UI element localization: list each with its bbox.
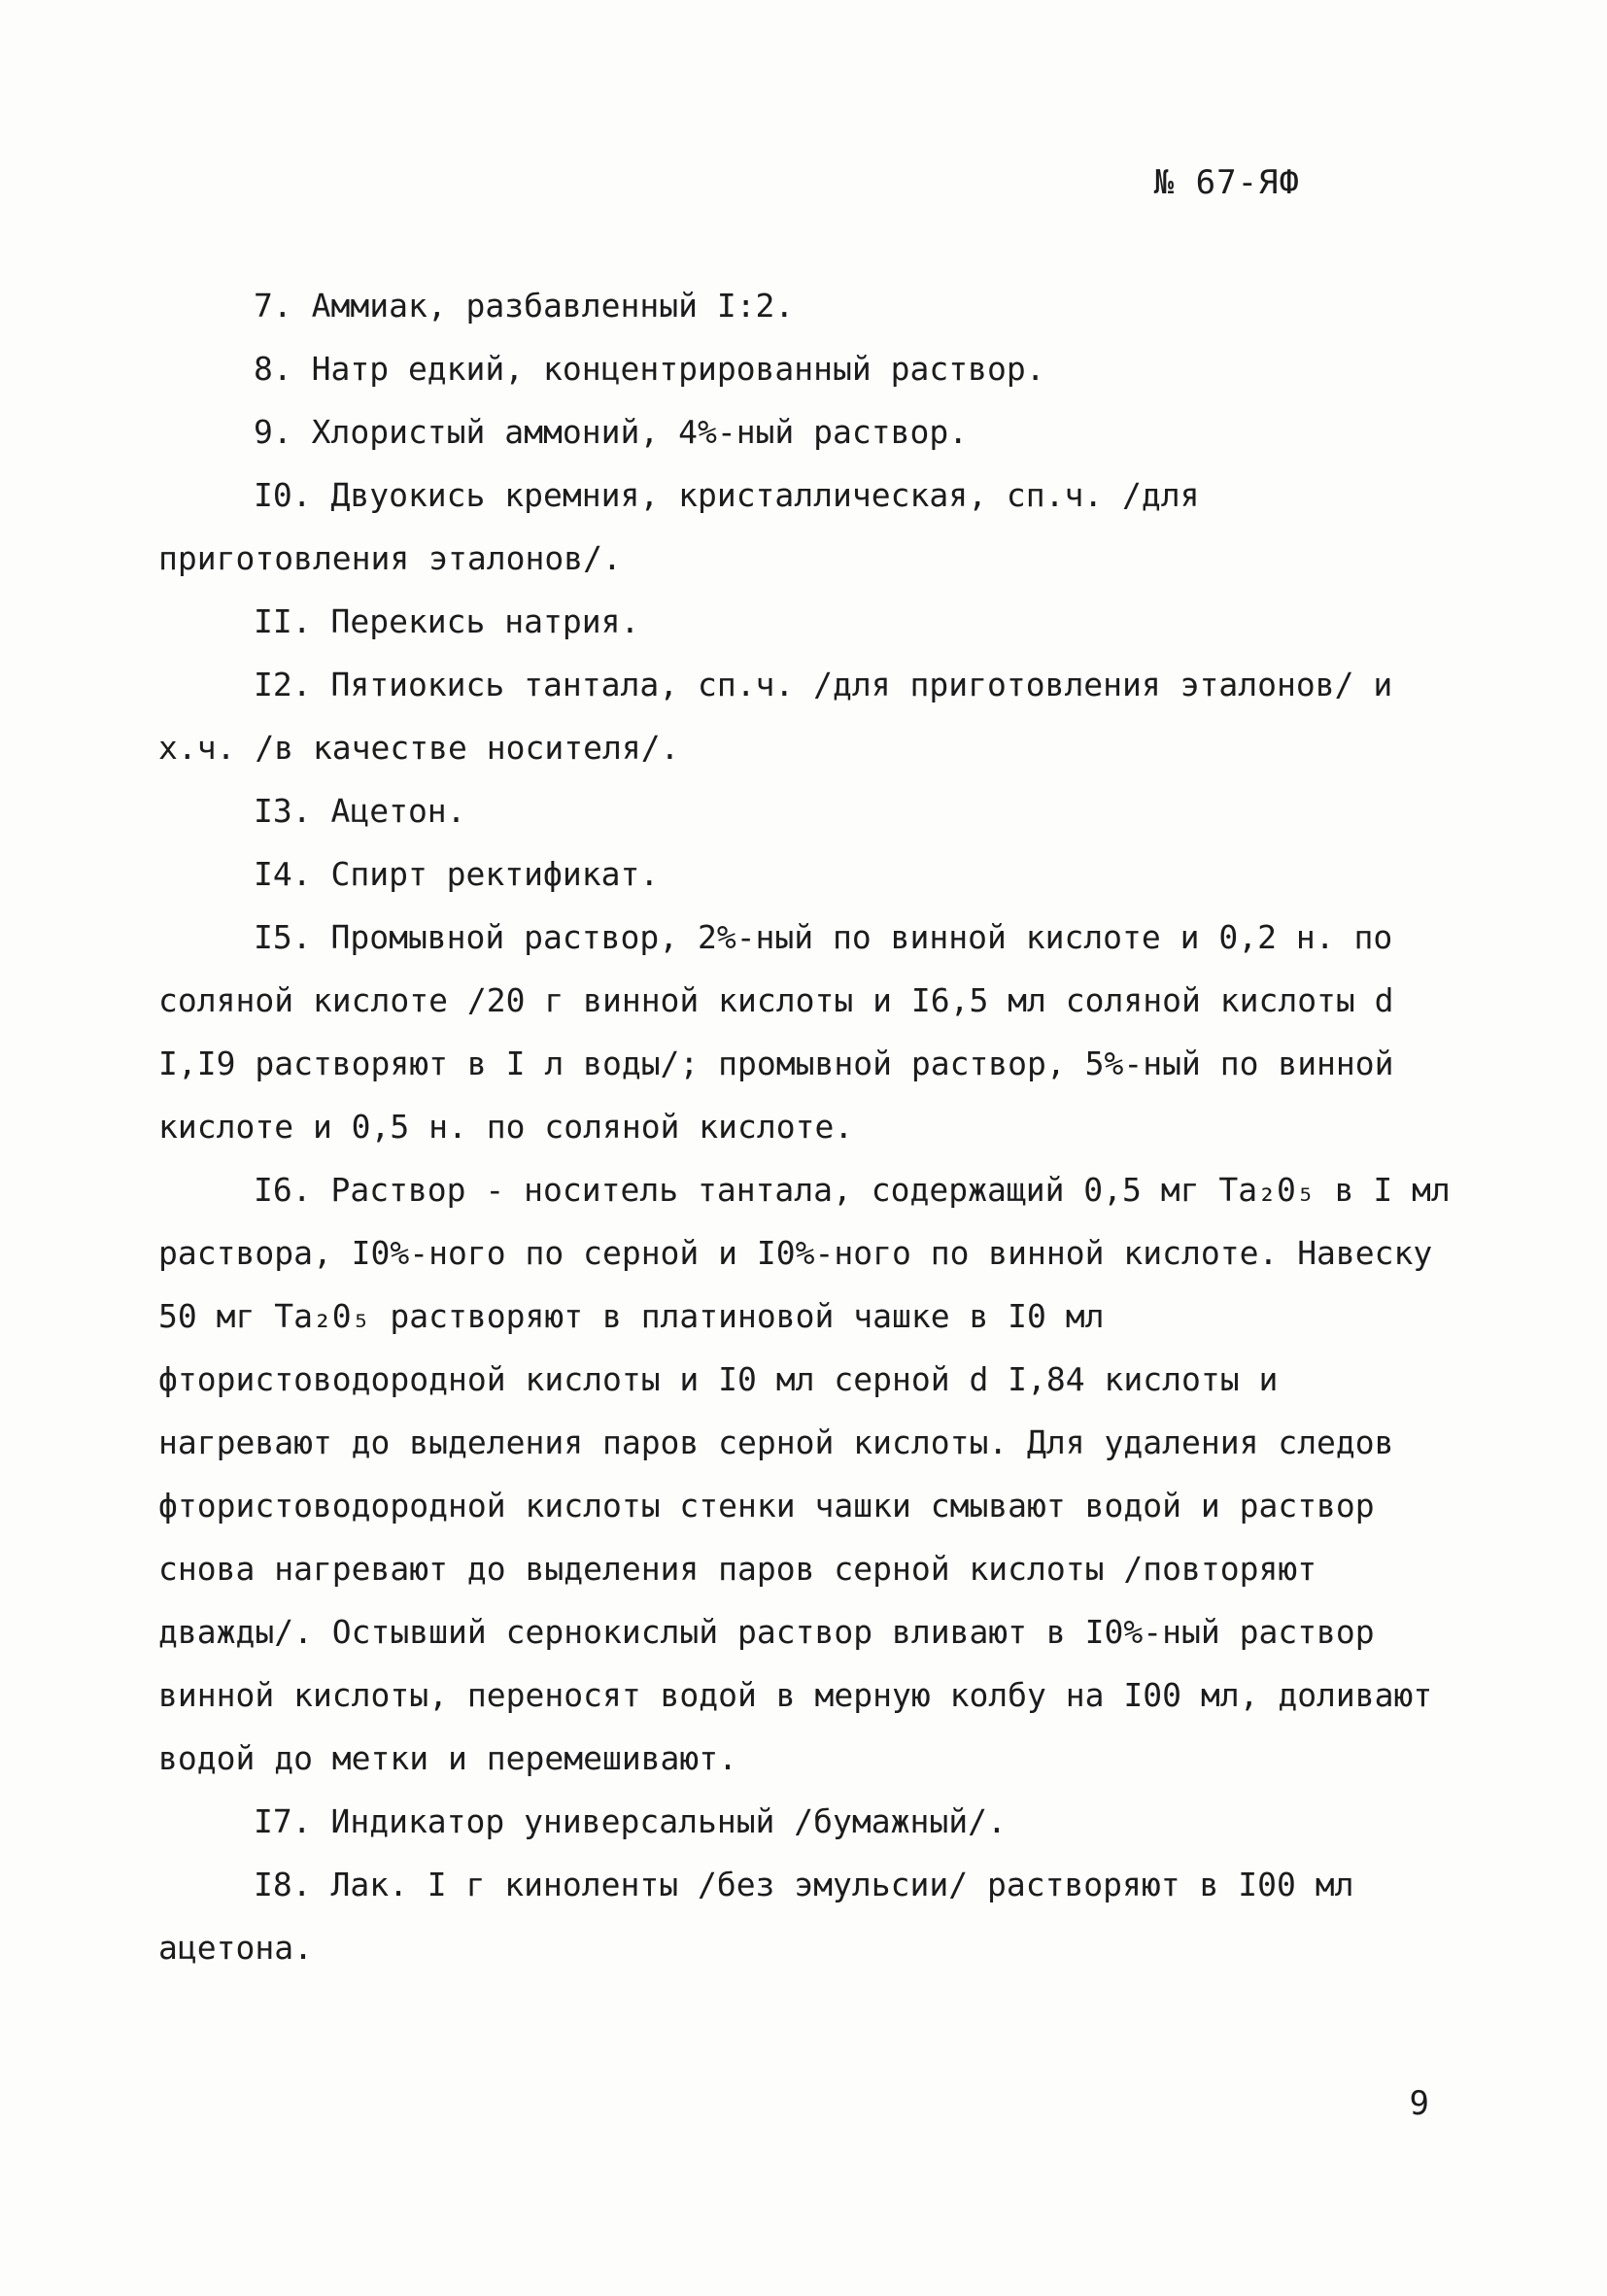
list-item: I0. Двуокись кремния, кристаллическая, сп.ч. /для приготовления эталонов/.: [158, 476, 1219, 577]
list-item: 8. Натр едкий, концентрированный раствор.: [254, 350, 1045, 388]
list-item: I8. Лак. I г киноленты /без эмульсии/ растворяют в I00 мл ацетона.: [158, 1866, 1374, 1967]
list-item: I6. Раствор - носитель тантала, содержащий 0,5 мг Ta₂0₅ в I мл раствора, I0%-ного по серной и I0%-ного по винной кислоте. Навеску 50 мг Ta₂0₅ растворяют в платиновой чашке в I0 мл фтористоводородной кислоты и I0 мл серной d I,84 кислоты и нагревают до выделения паров серной кислоты. Для удаления следов фтористоводородной кислоты стенки чашки смывают водой и раствор снова нагревают до выделения паров серной кислоты /повторяют дважды/. Остывший сернокислый раствор вливают в I0%-ный раствор винной кислоты, переносят водой в мерную колбу на I00 мл, доливают водой до метки и перемешивают.: [158, 1171, 1470, 1777]
page-number: 9: [1409, 2084, 1429, 2123]
document-number: № 67-ЯФ: [1153, 163, 1300, 202]
list-item: II. Перекись натрия.: [254, 602, 640, 640]
list-item: I3. Ацетон.: [254, 792, 466, 830]
list-item: I4. Спирт ректификат.: [254, 855, 660, 893]
list-item: I7. Индикатор универсальный /бумажный/.: [254, 1802, 1007, 1840]
list-item: I2. Пятиокись тантала, сп.ч. /для приготовления эталонов/ и х.ч. /в качестве носителя/.: [158, 666, 1413, 767]
list-item: I5. Промывной раствор, 2%-ный по винной кислоте и 0,2 н. по соляной кислоте /20 г винной кислоты и I6,5 мл соляной кислоты d I,I9 растворяют в I л воды/; промывной раствор, 5%-ный по винной кислоте и 0,5 н. по соляной кислоте.: [158, 918, 1414, 1146]
reagent-list: [158, 274, 1470, 1979]
list-item: 7. Аммиак, разбавленный I:2.: [254, 287, 795, 325]
list-item: 9. Хлористый аммоний, 4%-ный раствор.: [254, 413, 969, 451]
